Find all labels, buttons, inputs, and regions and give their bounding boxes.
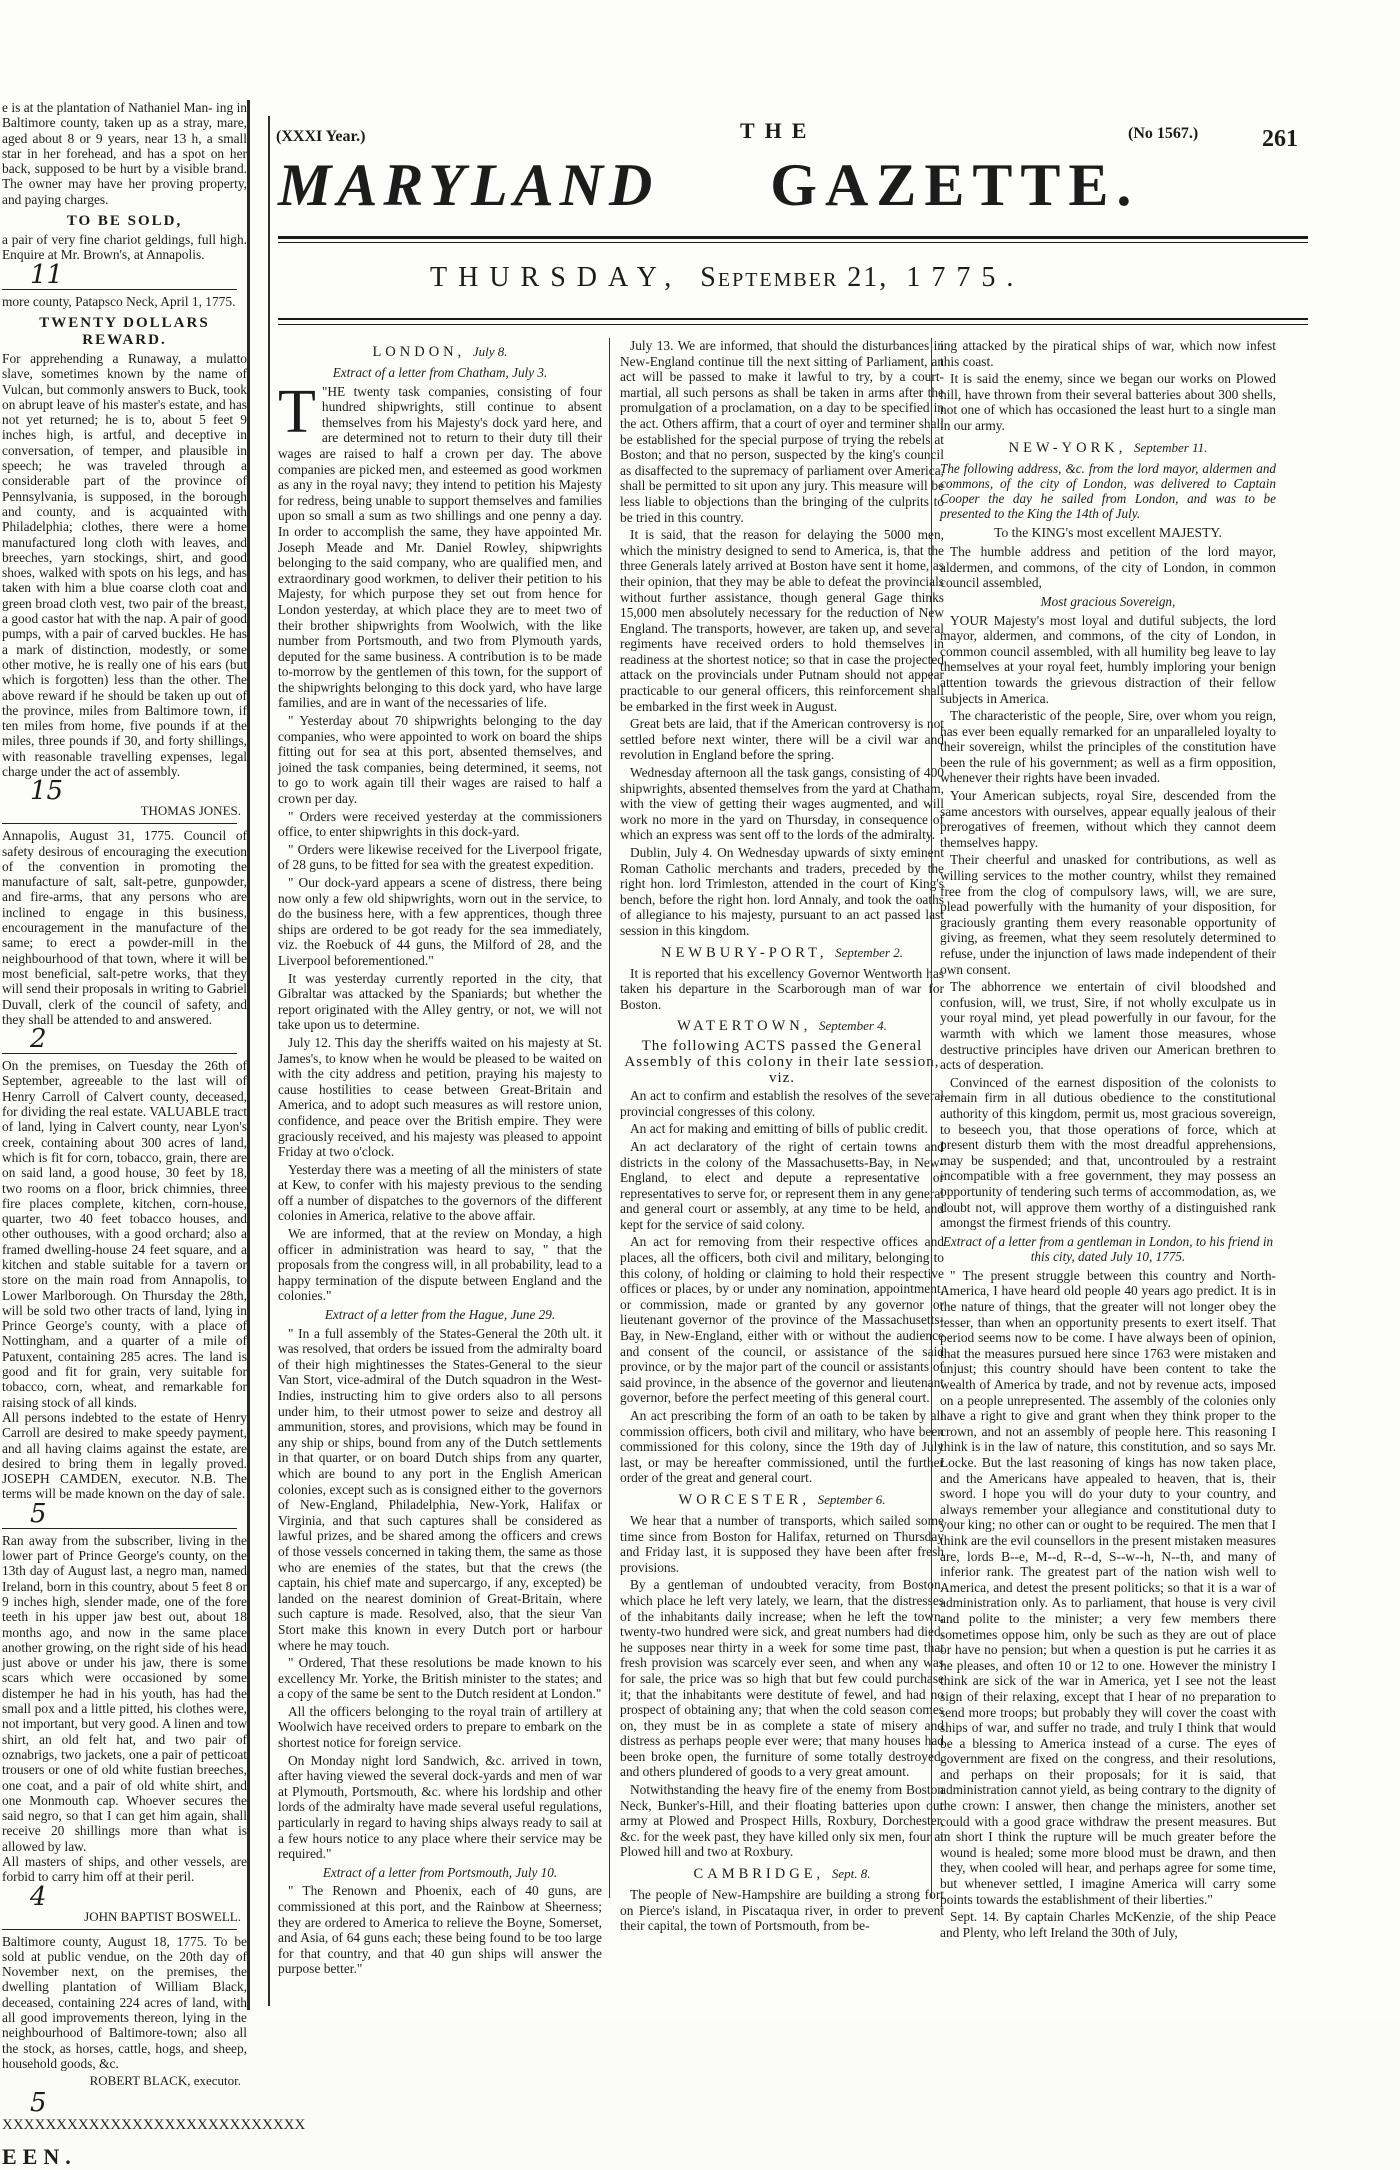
left-page-ad-heading: TWENTY DOLLARS REWARD. xyxy=(39,314,210,348)
left-page-handwritten-mark: 5 xyxy=(30,2088,47,2119)
dateline-rule-thick xyxy=(278,318,1308,320)
left-page-text: For apprehending a Runaway, a mulatto slave, sometimes known by the name of Vulcan, but commonly answers to Buck, took on abrupt leave of his master's estate, and has not yet returned; he is to, about 5 feet 9 inches high, is artful, and deceptive in conversation, of temper, and plausible in speech; he was traveled through a considerable part of the province of Pennsylvania, is supposed, in the borough and county, and is acquainted with Philadelphia; clothes, there were a home manufactured long cloth with leaves, and breeches, yarn stockings, shirt, and good shoes, walked with spots on his legs, and has taken with him a blue coarse cloth coat and green broad cloth vest, two pair of the breast, a good castor hat with the nap. A pair of good pumps, with a pair of carved buckles. He has a mark of distinction, modestly, or some other motive, he is really one of his ears (but which is forgotten) less than the other. The above reward if he should be taken up out of the province, miles from Baltimore town, if ten miles from home, five pounds if at the miles, three pounds if 30, and forty shillings, with reasonable travelling expenses, legal charge under the act of assembly. xyxy=(2,350,247,779)
left-page-handwritten-mark: 2 xyxy=(30,1024,47,1055)
article-paragraph: The characteristic of the people, Sire, over whom you reign, has ever been equally remarked for an unparalleled loyalty to their sovereign, whilst the principles of the constitution have been the rule of his government; as well as a firm opposition, whenever their rights have been invaded. xyxy=(940,708,1276,786)
article-paragraph: " Orders were likewise received for the Liverpool frigate, of 28 guns, to be fitted for sea with the greatest expedition. xyxy=(278,841,602,873)
place-name: NEW-YORK, xyxy=(1008,439,1127,456)
column-divider-2 xyxy=(931,338,932,1898)
place-name: WATERTOWN, xyxy=(677,1018,812,1035)
place-name: LONDON, xyxy=(372,344,466,360)
article-paragraph: We hear that a number of transports, which sailed some time since from Boston for Halifax, returned on Thursday and Friday last, it is supposed they have been after fresh provisions. xyxy=(620,1512,944,1575)
left-page-fragment xyxy=(0,100,306,2170)
article-paragraph: Yesterday there was a meeting of all the ministers of state at Kew, to confer with his majesty previous to the sending off a number of dispatches to the governors of the different colonies in America, relative to the above affair. xyxy=(278,1161,602,1224)
left-page-rule xyxy=(2,1929,237,1930)
page-number: 261 xyxy=(1262,126,1298,152)
article-paragraph: " In a full assembly of the States-General the 20th ult. it was resolved, that orders be issued from the admiralty board of their high mightinesses the States-General to the sieur Van Stort, vice-admiral of the Dutch squadron in the West-Indies, instructing him to give orders also to all persons under him, to their utmost power to seize and destroy all ammunition, stores, and provisions, which may be found in any ship or ships, bound from any of the Dutch settlements in that quarter, or on board Dutch ships from any quarter, which are bound to any port in the English American colonies, except such as is consigned either to the governors of New-England, Philadelphia, New-York, Halifax or Virginia, and that such captures shall be considered as lawful prizes, and be shared among the officers and crews of those vessels concerned in taking them, the same as those who are enemies of the states, but that the crews (the captain, his chief mate and supercargo, if any, excepted) be landed on the nearest dominion of Great-Britain, where such capture is made. Resolved, also, that the sieur Van Stort make this known in every Dutch port or harbour where he may touch. xyxy=(278,1325,602,1653)
column-divider-1 xyxy=(609,338,610,1898)
left-page-handwritten-mark: 4 xyxy=(30,1881,47,1912)
article-paragraph: " The Renown and Phoenix, each of 40 guns, are commissioned at this port, and the Rainbow at Sheerness; they are ordered to America to relieve the Boyne, Somerset, and Asia, of 64 guns each; these being found to be too large for that country, and that 40 gun ships will answer the purpose better." xyxy=(278,1883,602,1977)
article-paragraph: It is reported that his excellency Governor Wentworth has taken his departure in the Scarborough man of war for Boston. xyxy=(620,965,944,1012)
lead-paragraph-text: "HE twenty task companies, consisting of four hundred shipwrights, still continue to absent themselves from his Majesty's dock yard here, and are determined not to return to their duty till their wages are raised to half a crown per day. The above companies are picked men, and esteemed as good workmen as any in the royal navy; they intend to petition his Majesty for redress, being unable to support themselves and families upon so small a sum as two shillings and one penny a day. In order to accomplish the same, they have appointed Mr. Joseph Meade and Mr. Daniel Rowley, shipwrights belonging to the said company, who are qualified men, and extraordinary good workmen, to deliver their petition to his Majesty, for which purpose they set out from hence for London yesterday, at which place they are to meet two of their brother shipwrights from Woolwich, with the like number from Portsmouth, and two from Plymouth yards, deputed for the same business. A contribution is to be made to-morrow by the gentlemen of this town, for the support of the shipwrights belonging to this dock yard, who have large families, and are in want of the necessaries of life. xyxy=(278,383,602,711)
article-paragraph: Wednesday afternoon all the task gangs, consisting of 400 shipwrights, absented themselves from the yard at Chatham, with the view of getting their wages augmented, and will work no more in the yard on Thursday, in consequence of which an express was sent off to the lords of the admiralty. xyxy=(620,765,944,843)
article-paragraph: An act to confirm and establish the resolves of the several provincial congresses of this colony. xyxy=(620,1088,944,1119)
italic-intro: The following address, &c. from the lord mayor, aldermen and commons, of the city of London, was delivered to Captain Cooper the day he sailed from London, and was to be presented to the King the 14th of July. xyxy=(940,460,1276,521)
left-page-text: more county, Patapsco Neck, April 1, 1775. xyxy=(2,293,236,309)
extract-heading: Extract of a letter from Chatham, July 3. xyxy=(332,365,548,380)
left-page-signature: JOHN BAPTIST BOSWELL. xyxy=(84,1908,241,1924)
left-page-ad-heading: TO BE SOLD, xyxy=(66,213,183,230)
place-name: NEWBURY-PORT, xyxy=(661,944,828,961)
dateline-heading xyxy=(620,1866,944,1883)
article-paragraph: An act declaratory of the right of certain towns and districts in the colony of the Massachusetts-Bay, in New-England, to elect and depute a representative or representatives to serve for, or represent them in any general and general court or assembly, at any time to be held, and kept for the service of said colony. xyxy=(620,1138,944,1232)
place-date: September 4. xyxy=(819,1018,887,1034)
article-paragraph: It was yesterday currently reported in the city, that Gibraltar was attacked by the Spaniards; but whether the report originated with the Alley gentry, or not, we will not take upon us to determine. xyxy=(278,970,602,1033)
place-date: September 11. xyxy=(1133,439,1208,455)
article-paragraph: An act for removing from their respective offices and places, all the officers, both civil and military, belonging to this colony, of holding or claiming to hold their respective offices or places, by or under any nomination, appointment, or commission, made or granted by any governor or lieutenant governor of the province of the Massachusetts-Bay, in New-England, either with or without the audience and consent of the council, or assistance of the said province, or by the major part of the council or assistants of said province, in the absence of the governor and lieutenant governor, before the perfect meeting of this general court. xyxy=(620,1234,944,1406)
dateline-year: 1775. xyxy=(906,262,1025,293)
article-paragraph: Their cheerful and unasked for contributions, as well as willing services to the mother country, whilst they remained free from the clog of compulsory laws, will, we are sure, plead powerfully with the humanity of your disposition, for graciously granting them every reasonable opportunity of giving, as freemen, what they seem resolutely determined to refuse, under the injunction of laws made independent of their own consent. xyxy=(940,852,1276,977)
left-page-text: Ran away from the subscriber, living in the lower part of Prince George's county, on the 13th day of August last, a negro man, named Ireland, born in this country, about 5 feet 8 or 9 inches high, slender made, one of the fore teeth in his upper jaw best out, about 18 months ago, and now in the same place another growing, on the right side of his head just above or under his jaw, there is some scars which were occasioned by some distemper he had in his youth, has had the small pox and a little pitted, his clothes were, not important, but very good. A linen and tow shirt, an old felt hat, and two pair of oznabrigs, two jackets, one a pair of petticoat trousers or one of old white fustian breeches, one coat, and a pair of old white shirt, and one Monmouth cap. Whoever secures the said negro, so that I can get him again, shall receive 20 shillings more than what is allowed by law. xyxy=(2,1532,247,1854)
extract-heading: Extract of a letter from Portsmouth, July 10. xyxy=(322,1864,558,1880)
place-name: WORCESTER, xyxy=(678,1491,810,1508)
article-paragraph: Dublin, July 4. On Wednesday upwards of sixty eminent Roman Catholic merchants and traders, preceded by the right hon. lord Trimleston, attended in the court of King's bench, before the right hon. lord Annaly, and took the oaths of allegiance to his majesty, pursuant to an act passed last session in this kingdom. xyxy=(620,845,944,938)
article-paragraph: Convinced of the earnest disposition of the colonists to remain firm in all dutious obedience to the constitutional authority of this kingdom, permit us, most gracious sovereign, to beseech you, that those operations of force, which at present disturb them with the most dreadful apprehensions, may be suspended; and that, uncontrouled by a restraint incompatible with a free government, they may possess an opportunity of tendering such terms of accommodation, as, we doubt not, will approve them worthy of a distinguished rank amongst the firmest friends of this country. xyxy=(940,1074,1276,1231)
column-1 xyxy=(278,338,602,1977)
left-page-handwritten-mark: 11 xyxy=(30,259,64,290)
article-paragraph: The abhorrence we entertain of civil bloodshed and confusion, will, we trust, Sire, if not wholly exculpate us in your royal mind, yet plead powerfully in our favour, for the warmth with which we lament those measures, whose destructive principles have driven our American brethren to acts of desperation. xyxy=(940,979,1276,1073)
left-page-heading-fragment: EEN. xyxy=(2,2144,77,2170)
article-paragraph: An act prescribing the form of an oath to be taken by all commission officers, both civil and military, who have been commissioned for this colony, since the 19th day of July last, or may be hereafter commissioned, until the further order of the great and general court. xyxy=(620,1408,944,1486)
article-paragraph: " Ordered, That these resolutions be made known to his excellency Mr. Yorke, the British minister to the states; and a copy of the same be sent to the Dutch resident at London." xyxy=(278,1655,602,1702)
left-page-handwritten-mark: 5 xyxy=(30,1498,47,1529)
place-date: September 2. xyxy=(835,944,903,960)
lead-paragraph xyxy=(278,377,602,711)
dateline-rule-thin xyxy=(278,324,1308,325)
article-paragraph: The people of New-Hampshire are building a strong fort on Pierce's island, in Piscataqua river, in order to prevent their capital, the town of Portsmouth, from be- xyxy=(620,1887,944,1934)
column-2 xyxy=(620,338,944,1934)
masthead-rule-thin xyxy=(278,242,1308,243)
left-page-text: Baltimore county, August 18, 1775. To be sold at public vendue, on the 20th day of November next, on the premises, the dwelling plantation of William Black, deceased, containing 224 acres of land, with all good improvements thereon, lying in the neighbourhood of Baltimore-town; also all the stock, as horses, cattle, hogs, and sheep, household goods, &c. xyxy=(2,1933,247,2071)
place-date: July 8. xyxy=(472,344,508,359)
extract-heading: Extract of a letter from the Hague, June 29. xyxy=(324,1307,556,1323)
left-page-text: All masters of ships, and other vessels, are forbid to carry him off at their peril. xyxy=(2,1853,247,1885)
left-page-text: a pair of very fine chariot geldings, full high. Enquire at Mr. Brown's, at Annapolis. xyxy=(2,232,247,263)
dateline-date: September 21, xyxy=(700,262,889,293)
masthead-title-roman: GAZETTE. xyxy=(770,152,1140,218)
article-paragraph: We are informed, that at the review on Monday, a high officer in administration was heard to say, " that the proposals from the congress will, in all probability, lead to a happy termination of the dispute between England and the colonies." xyxy=(278,1226,602,1304)
drop-cap: T xyxy=(278,377,316,446)
dateline-heading xyxy=(278,344,602,361)
masthead-title-italic: MARYLAND xyxy=(278,152,659,218)
masthead-title xyxy=(278,152,1308,218)
dateline-heading xyxy=(620,1018,944,1035)
dateline-heading xyxy=(620,945,944,962)
issue-number: (No 1567.) xyxy=(1128,125,1199,142)
article-paragraph: All the officers belonging to the royal train of artillery at Woolwich have received orders to prepare to embark on the shortest notice for foreign service. xyxy=(278,1703,602,1751)
article-paragraph: " The present struggle between this country and North-America, I have heard old people 40 years ago predict. It is in the nature of things, that the greater will not longer obey the lesser, than when an opportunity presents to exert itself. That period seems now to be come. I have always been of opinion, that the measures pursued here since 1763 were mistaken and unjust; this country should have been content to take the wealth of America by trade, and not by revenue acts, imposed on a people unrepresented. The assembly of the colonies only have a right to give and grant when they think proper to the crown, and not an assembly of people here. This reasoning I think is in the law of nature, this constitution, and so says Mr. Locke. But the last reasoning of kings has now taken place, and the Americans have appealed to heaven, that is, their sword. I hope you will do your duty to your country, and always remember your allegiance and constitutional duty to your king; no other can or ought to be required. The men that I think are the evil counsellors in the present mistaken measures are, lords B--e, M--d, R--d, S--w--h, N--th, and many of inferior rank. The greatest part of the nation wish well to America, and detest the present politicks; so that it is a war of administration only. As to parliament, that house is very civil and polite to the minister; a very few members there sometimes oppose him, only be such as they are out of place or have no pension; but when a question is put he carries it as he pleases, and often 10 or 12 to one. However the ministry I think are sick of the war in America, yet I see not the least sign of their relaxing, except that I hear of no preparation to send more troops; but probably they will cover the coast with ships of war, and suffer no trade, and truly I think that would be a blessing to America instead of a curse. The eyes of government are fixed on the congress, and their resolutions, and perhaps on their proposals; for it is said, that administration cannot yield, as being contrary to the dignity of the crown: I answer, then change the ministers, another set could with a good grace withdraw the present measures. But in short I think the rupture will be much greater before the wound is healed; some more blood must be drawn, and then they, when cooled will hear, and perhaps agree for some time, but whenever settled, I imagine America will carry some points towards the establishment of their liberties." xyxy=(940,1267,1276,1907)
address-heading: To the KING's most excellent MAJESTY. xyxy=(994,524,1222,540)
article-paragraph: It is said the enemy, since we began our works on Plowed hill, have thrown from their several batteries about 300 shells, not one of which has occasioned the least hurt to a single man in our army. xyxy=(940,371,1276,433)
dateline xyxy=(430,262,1024,294)
article-paragraph: YOUR Majesty's most loyal and dutiful subjects, the lord mayor, aldermen, and commons, of the city of London, in common council assembled, with all humility beg leave to lay themselves at your royal feet, humbly imploring your benign attention towards the grievous distraction of their fellow subjects in America. xyxy=(940,612,1276,706)
volume-label: (XXXI Year.) xyxy=(276,128,366,145)
left-page-rule xyxy=(2,823,237,824)
article-paragraph: Notwithstanding the heavy fire of the enemy from Boston Neck, Bunker's-Hill, and their floating batteries upon our army at Plowed and Prospect Hills, Roxbury, Dorchester, &c. for the week past, they have killed only six men, four at Plowed hill and two at Roxbury. xyxy=(620,1782,944,1860)
dateline-day: THURSDAY, xyxy=(430,262,683,293)
article-paragraph: It is said, that the reason for delaying the 5000 men, which the ministry designed to send to America, is, that the three Generals lately arrived at Boston have sent it home, as their opinion, that they may be able to defeat the provincials without further assistance, though general Gage thinks 15,000 men absolutely necessary for the reduction of New England. The transports, however, are taken up, and several regiments have received orders to hold themselves in readiness at the shortest notice; so that in case the projected attack on the provincials under Putnam should not appear practicable to our general officers, this reinforcement shall be embarked in the first week in August. xyxy=(620,527,944,714)
left-page-text: All persons indebted to the estate of Henry Carroll are desired to make speedy payment, and all having claims against the estate, are desired to bring them in legally proved. JOSEPH CAMDEN, executor. N.B. The terms will be made known on the day of sale. xyxy=(2,1409,247,1502)
extract-heading: Extract of a letter from a gentleman in London, to his friend in this city, dated July 10, 1775. xyxy=(942,1233,1274,1265)
article-paragraph: The humble address and petition of the lord mayor, aldermen, and commons, of the city of London, in common council assembled, xyxy=(940,544,1276,591)
article-paragraph: ing attacked by the piratical ships of war, which now infest this coast. xyxy=(940,338,1276,369)
article-paragraph: " Orders were received yesterday at the commissioners office, to enter shipwrights in this dock-yard. xyxy=(278,808,602,840)
dateline-heading xyxy=(620,1492,944,1509)
left-page-text: e is at the plantation of Nathaniel Man- ing in Baltimore county, taken up as a stray, mare, aged about 8 or 9 years, near 13 h, a small star in her forehead, and has a spot on her back, supposed to be hurt by a visible brand. The owner may have her proving property, and paying charges. xyxy=(2,100,247,207)
left-page-handwritten-mark: 15 xyxy=(30,776,64,807)
place-date: September 6. xyxy=(817,1491,886,1507)
extract-heading: Most gracious Sovereign, xyxy=(1040,593,1176,609)
column-3 xyxy=(940,338,1276,1940)
left-page-signature: THOMAS JONES. xyxy=(140,803,241,819)
article-paragraph: An act for making and emitting of bills of public credit. xyxy=(630,1121,928,1137)
article-paragraph: Great bets are laid, that if the American controversy is not settled before next winter, there will be a civil war and revolution in England before the spring. xyxy=(620,716,944,763)
left-page-ornament-row: XXXXXXXXXXXXXXXXXXXXXXXXXXXX xyxy=(2,2117,306,2134)
acts-heading: The following ACTS passed the General Assembly of this colony in their late session, viz. xyxy=(624,1038,940,1086)
masthead-the: THE xyxy=(740,118,817,143)
place-date: Sept. 8. xyxy=(831,1866,871,1882)
article-paragraph: " Our dock-yard appears a scene of distress, there being now only a few old shipwrights, worn out in the service, to do the business here, with a few apprentices, though three ships are ordered to be got ready for the sea immediately, viz. the Roebuck of 44 guns, the Milford of 28, and the Liverpool beforementioned." xyxy=(278,875,602,968)
left-page-text: On the premises, on Tuesday the 26th of September, agreeable to the last will of Henry Carroll of Calvert county, deceased, for dividing the real estate. VALUABLE tract of land, lying in Calvert county, near Lyon's creek, containing about 300 acres of land, which is fit for corn, tobacco, grain, there are on said land, a good house, 30 feet by 18, two rooms on a floor, brick chimnies, three fire places complete, kitchen, corn-house, quarter, two 40 feet tobacco houses, and other outhouses, with a good orchard; also a framed dwelling-house 24 feet square, and a kitchen and stable suitable for a tavern or store on the main road from Annapolis, to Lower Marlborough. On Thursday the 28th, will be sold two other tracts of land, lying in Prince George's county, with a place of Nottingham, and a quarter of a mile of Patuxent, containing 285 acres. The land is good and fit for grain, very suitable for tobacco, corn, wheat, and remarkable for raising stock of all kinds. xyxy=(2,1058,247,1410)
article-paragraph: By a gentleman of undoubted veracity, from Boston, which place he left very lately, we learn, that the distresses of the inhabitants daily increase; when he left the town, twenty-two hundred were sick, and great numbers had died, he supposes near thirty in a week for some time past, that fresh provision was scarcely ever seen, and when any was for sale, the price was so high that but few could purchase it; that the inhabitants were destitute of fewel, and had no prospect of obtaining any; that when the cold season comes on, they must be in as complete a state of misery and distress as perhaps people ever were; that many houses had been broke open, the furniture of some totally destroyed, and others plundered of goods to a very great amount. xyxy=(620,1577,944,1780)
masthead-rule-thick xyxy=(278,236,1308,239)
article-paragraph: Sept. 14. By captain Charles McKenzie, of the ship Peace and Plenty, who left Ireland the 30th of July, xyxy=(940,1909,1276,1940)
dateline-heading xyxy=(940,440,1276,457)
left-page-text: Annapolis, August 31, 1775. Council of safety desirous of encouraging the execution of the convention in promoting the manufacture of salt, salt-petre, gunpowder, and fire-arms, that any persons who are inclined to engage in this business, encouragement in the manufacture of the same; to erect a powder-mill in the neighbourhood of that town, where it will be most beneficial, salt-petre works, that they will send their proposals in writing to Gabriel Duvall, clerk of the council of safety, and they shall be attended to and answered. xyxy=(2,828,247,1027)
left-page-signature: ROBERT BLACK, executor. xyxy=(89,2073,241,2089)
article-paragraph: Your American subjects, royal Sire, descended from the same ancestors with ourselves, appear equally jealous of their prerogatives of freemen, without which they cannot deem themselves happy. xyxy=(940,788,1276,850)
article-paragraph: " Yesterday about 70 shipwrights belonging to the day companies, who were appointed to work on board the ships fitting out for sea at this port, absented themselves, and joined the task companies, being determined, it seems, not to go to work again till their wages are raised to half a crown per day. xyxy=(278,713,602,807)
article-paragraph: July 13. We are informed, that should the disturbances in New-England continue till the next sitting of Parliament, an act will be passed to make it lawful to try, by a court-martial, all such persons as shall be taken in arms after the promulgation of a proclamation, on a day to be specified in the act. Others affirm, that a court of oyer and terminer shall be established for the special purpose of trying the rebels at Boston; and that no person, suspected by the king's council as disaffected to the supremacy of parliament over America, shall be permitted to sit upon any jury. This measure will be less liable to objections than the bringing of the culprits to be tried in this country. xyxy=(620,338,944,525)
article-paragraph: July 12. This day the sheriffs waited on his majesty at St. James's, to know when he would be pleased to be waited on with the city address and petition, praying his majesty to cause hostilities to cease between Great-Britain and America, and to adopt such measures as will restore union, confidence, and peace over the British empire. They were graciously received, and his majesty was pleased to appoint Friday at two o'clock. xyxy=(278,1034,602,1160)
article-paragraph: On Monday night lord Sandwich, &c. arrived in town, after having viewed the several dock-yards and men of war at Plymouth, Portsmouth, &c. where his lordship and other lords of the admiralty have made several useful regulations, particularly in regard to having ships always ready to sail at a few hours notice to any place where their service may be required." xyxy=(278,1752,602,1862)
place-name: CAMBRIDGE, xyxy=(693,1866,825,1883)
